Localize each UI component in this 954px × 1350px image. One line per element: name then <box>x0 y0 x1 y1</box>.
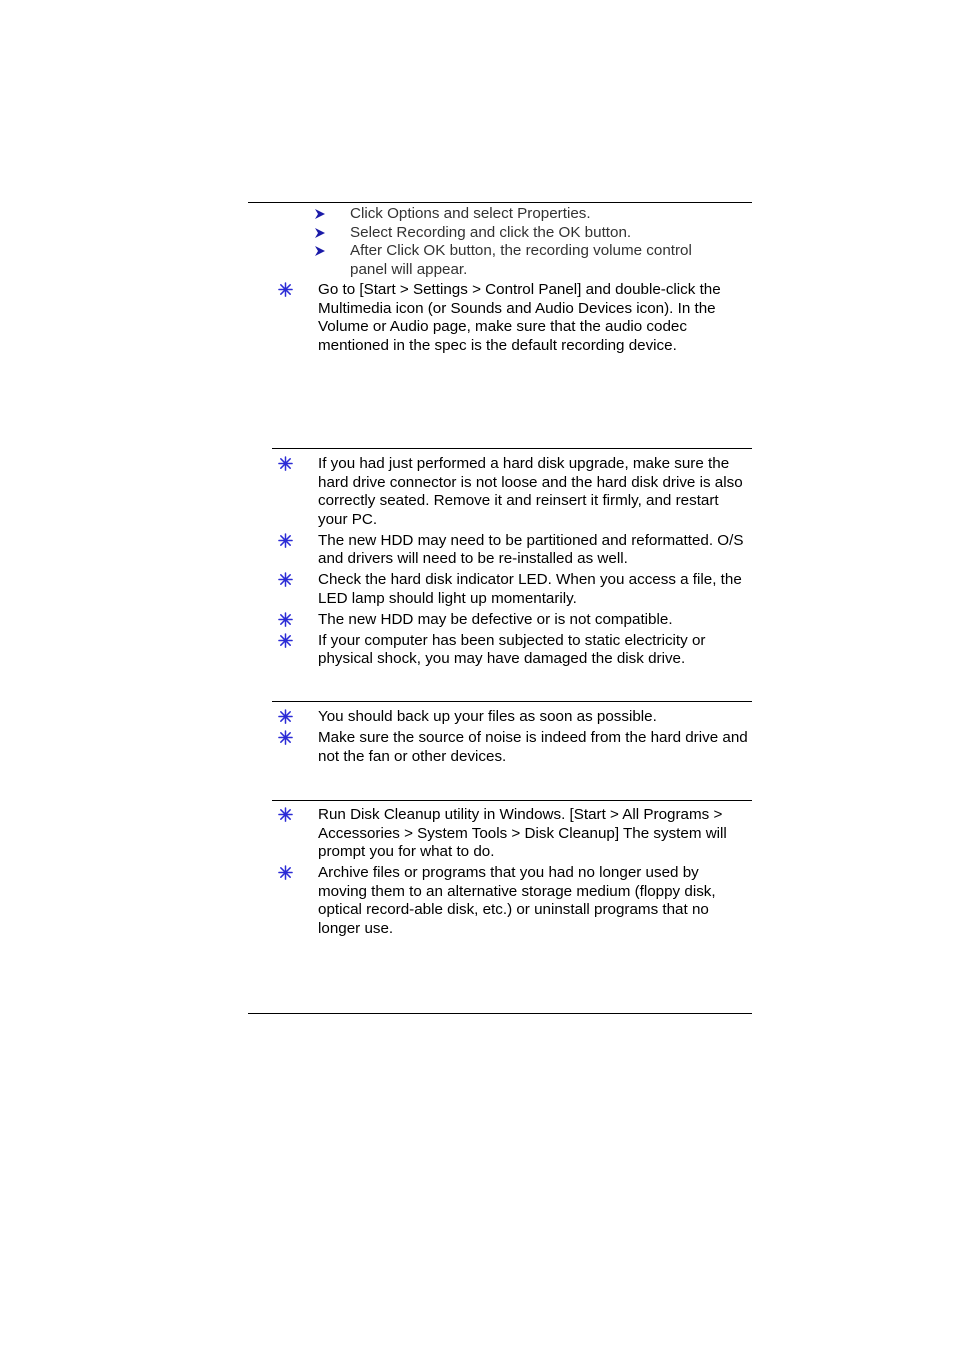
arrow-bullet-icon <box>314 208 326 220</box>
tip-item <box>0 532 954 569</box>
tip-text: Go to [Start > Settings > Control Panel] and double-click the Multimedia icon (or Sounds and Audio Devices icon). In the Volume or Audio page, make sure that the audio codec mentioned in the spec is the default recording device. <box>318 281 721 354</box>
arrow-bullet-icon <box>314 227 326 239</box>
tip-item <box>0 729 954 766</box>
snowflake-bullet-icon <box>278 456 293 471</box>
tip-list <box>0 455 954 671</box>
tip-item <box>0 708 954 727</box>
substep-text: Click Options and select Properties. <box>350 205 591 222</box>
substep-item <box>0 224 954 243</box>
snowflake-bullet-icon <box>278 865 293 880</box>
tip-text: Make sure the source of noise is indeed from the hard drive and not the fan or other devices. <box>318 729 748 765</box>
tip-text: Archive files or programs that you had no longer used by moving them to an alternative storage medium (floppy disk, optical record-able disk, etc.) or uninstall programs that no longer use. <box>318 864 716 937</box>
substep-list <box>0 205 954 279</box>
tip-item <box>0 611 954 630</box>
tip-text: The new HDD may need to be partitioned and reformatted. O/S and drivers will need to be re-installed as well. <box>318 531 744 567</box>
snowflake-bullet-icon <box>278 730 293 745</box>
tip-item <box>0 571 954 608</box>
snowflake-bullet-icon <box>278 533 293 548</box>
snowflake-bullet-icon <box>278 633 293 648</box>
tip-item <box>0 455 954 529</box>
tip-list <box>0 806 954 941</box>
top-rule <box>248 202 752 203</box>
snowflake-bullet-icon <box>278 807 293 822</box>
tip-text: If you had just performed a hard disk upgrade, make sure the hard drive connector is not loose and the hard disk drive is also correctly seated. Remove it and reinsert it firmly, and restart your PC. <box>318 455 743 528</box>
arrow-bullet-icon <box>314 245 326 257</box>
tip-text: You should back up your files as soon as possible. <box>318 708 657 725</box>
tip-list <box>0 281 954 358</box>
tip-list <box>0 708 954 769</box>
substep-item <box>0 205 954 224</box>
snowflake-bullet-icon <box>278 282 293 297</box>
tip-text: Check the hard disk indicator LED. When you access a file, the LED lamp should light up momentarily. <box>318 571 742 607</box>
bottom-rule <box>248 1013 752 1014</box>
section-divider <box>272 448 752 449</box>
tip-text: If your computer has been subjected to static electricity or physical shock, you may have damaged the disk drive. <box>318 631 706 667</box>
substep-text: After Click OK button, the recording volume control panel will appear. <box>350 242 692 278</box>
section-divider <box>272 701 752 702</box>
section-divider <box>272 800 752 801</box>
substep-text: Select Recording and click the OK button. <box>350 223 632 241</box>
snowflake-bullet-icon <box>278 572 293 587</box>
tip-item <box>0 632 954 669</box>
snowflake-bullet-icon <box>278 709 293 724</box>
substep-item <box>0 242 954 279</box>
snowflake-bullet-icon <box>278 612 293 627</box>
tip-item <box>0 281 954 355</box>
tip-text: The new HDD may be defective or is not compatible. <box>318 610 673 628</box>
tip-text: Run Disk Cleanup utility in Windows. [Start > All Programs > Accessories > System Tools > Disk Cleanup] The system will prompt you for what to do. <box>318 806 727 860</box>
tip-item <box>0 806 954 862</box>
tip-item <box>0 864 954 938</box>
